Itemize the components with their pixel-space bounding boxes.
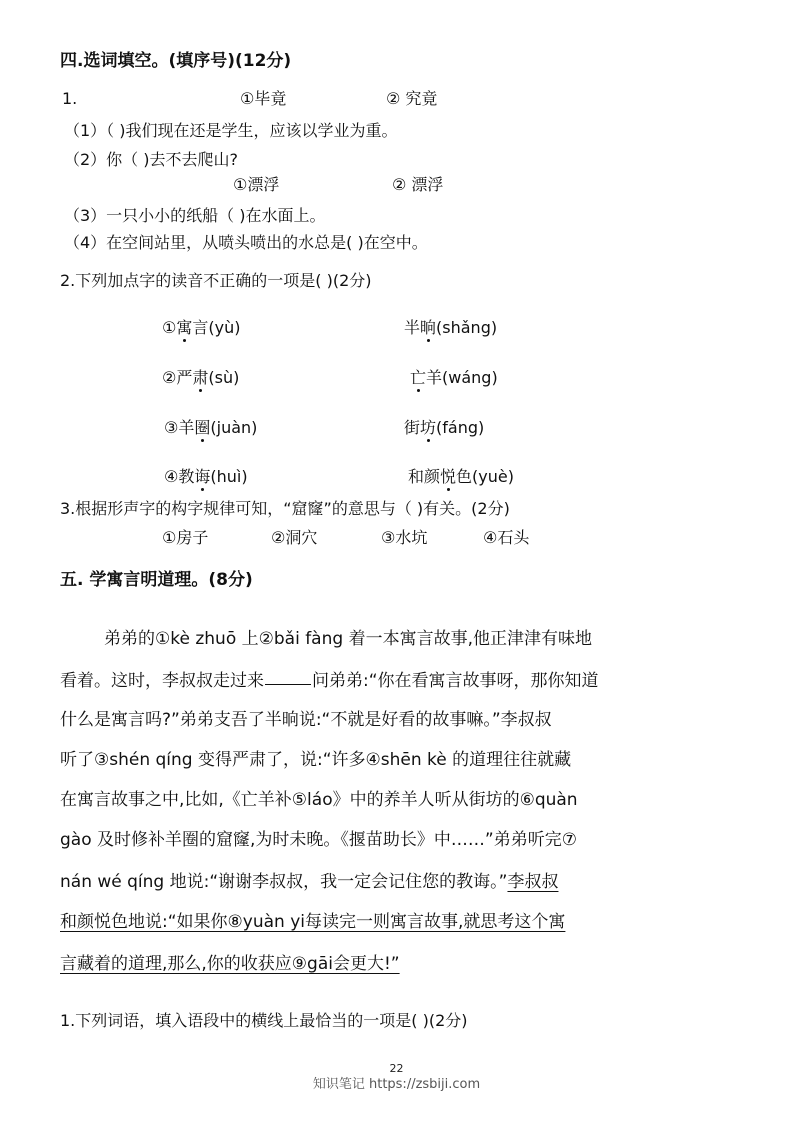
dotted-char: 肃 xyxy=(192,368,209,387)
underlined-text: 李叔叔 xyxy=(507,872,559,892)
passage-line-4: 听了③shén qíng 变得严肃了，说:“许多④shēn kè 的道理往往就藏 xyxy=(60,750,572,770)
q2-stem: 2.下列加点字的读音不正确的一项是( )(2分) xyxy=(60,271,372,290)
dotted-char: 圈 xyxy=(194,418,211,437)
passage-line-8: 和颜悦色地说:“如果你⑧yuàn yi每读完一则寓言故事,就思考这个寓 xyxy=(60,912,566,932)
q1-option-d: ② 漂浮 xyxy=(392,175,444,194)
q2-option-c1: ③羊圈(juàn) xyxy=(164,418,258,437)
fill-blank xyxy=(265,683,311,685)
q2-option-a1: ①寓言(yù) xyxy=(162,318,241,337)
passage-line-2: 看着。这时，李叔叔走过来 问弟弟:“你在看寓言故事呀，那你知道 xyxy=(60,671,599,691)
q2-option-c2: 街坊(fáng) xyxy=(404,418,485,437)
dotted-char: 悦 xyxy=(440,467,457,486)
q3-option-4: ④石头 xyxy=(483,528,530,547)
passage-line-5: 在寓言故事之中,比如,《亡羊补⑤láo》中的养羊人听从街坊的⑥quàn xyxy=(60,790,578,810)
q2-option-b2: 亡羊(wáng) xyxy=(410,368,498,387)
q2-option-d2: 和颜悦色(yuè) xyxy=(408,467,514,486)
q3-stem: 3.根据形声字的构字规律可知，“窟窿”的意思与（ )有关。(2分) xyxy=(60,499,510,518)
q2-option-a2: 半晌(shǎng) xyxy=(404,318,498,337)
passage-line-3: 什么是寓言吗?”弟弟支吾了半晌说:“不就是好看的故事嘛。”李叔叔 xyxy=(60,710,552,730)
dotted-char: 亡 xyxy=(410,368,427,387)
dotted-char: 寓 xyxy=(176,318,193,337)
q1-sentence-4: （4）在空间站里，从喷头喷出的水总是( )在空中。 xyxy=(64,233,428,252)
passage-line-7: nán wé qíng 地说:“谢谢李叔叔，我一定会记住您的教诲。”李叔叔 xyxy=(60,872,559,892)
q3-option-3: ③水坑 xyxy=(381,528,428,547)
passage-line-6: gào 及时修补羊圈的窟窿,为时未晚。《揠苗助长》中……”弟弟听完⑦ xyxy=(60,830,577,850)
section5-heading: 五. 学寓言明道理。(8分) xyxy=(60,570,253,590)
dotted-char: 晌 xyxy=(420,318,437,337)
passage-line-9: 言藏着的道理,那么,你的收获应⑨gāi会更大!” xyxy=(60,954,400,974)
page-number: 22 xyxy=(389,1062,404,1075)
q1-sentence-2: （2）你（ )去不去爬山? xyxy=(64,150,239,169)
dotted-char: 坊 xyxy=(420,418,437,437)
passage-line-1: 弟弟的①kè zhuō 上②bǎi fàng 着一本寓言故事,他正津津有味地 xyxy=(104,629,592,649)
q1-option-c: ①漂浮 xyxy=(233,175,280,194)
q1-option-a: ①毕竟 xyxy=(240,89,287,108)
q2-option-d1: ④教诲(huì) xyxy=(164,467,248,486)
q3-option-2: ②洞穴 xyxy=(271,528,318,547)
q1-sentence-3: （3）一只小小的纸船（ )在水面上。 xyxy=(64,206,326,225)
watermark: 知识笔记 https://zsbiji.com xyxy=(312,1077,481,1092)
q1-option-b: ② 究竟 xyxy=(386,89,438,108)
section5-q1: 1.下列词语，填入语段中的横线上最恰当的一项是( )(2分) xyxy=(60,1011,468,1030)
q1-sentence-1: （1）（ )我们现在还是学生，应该以学业为重。 xyxy=(64,121,398,140)
q1-number: 1. xyxy=(62,89,78,108)
q2-option-b1: ②严肃(sù) xyxy=(162,368,240,387)
dotted-char: 诲 xyxy=(194,467,211,486)
q3-option-1: ①房子 xyxy=(162,528,209,547)
section4-heading: 四.选词填空。(填序号)(12分) xyxy=(60,51,292,71)
